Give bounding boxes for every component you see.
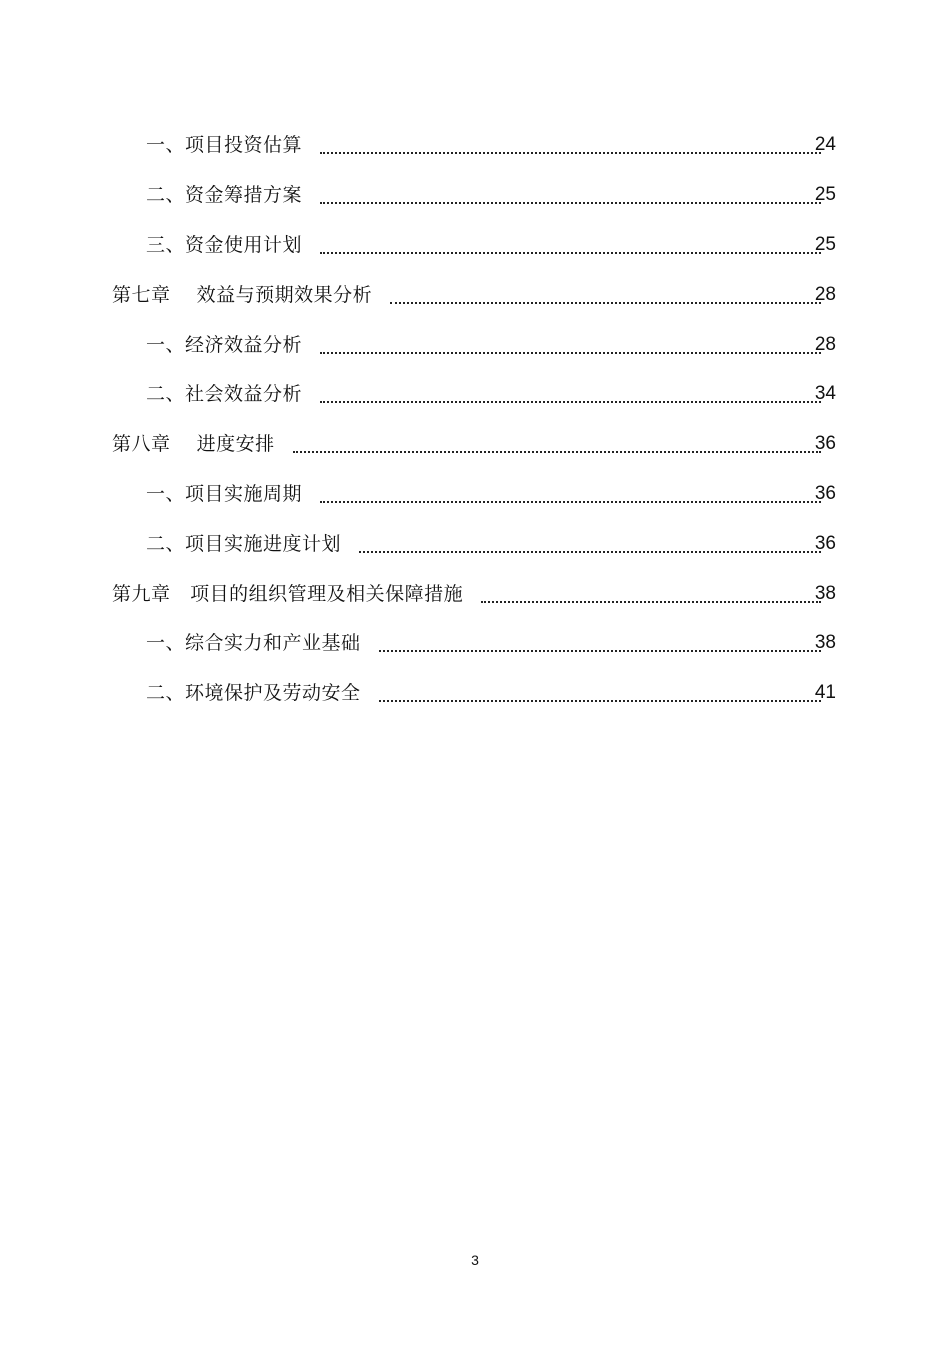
- toc-entry[interactable]: [146, 476, 836, 506]
- toc-entry[interactable]: [146, 127, 836, 157]
- toc-entry-title: 一、项目投资估算: [146, 134, 303, 156]
- toc-entry-page: 38: [814, 583, 836, 604]
- toc-entry-page: 28: [814, 334, 836, 355]
- toc-entry-page: 36: [814, 433, 836, 454]
- toc-entry-page: 41: [814, 682, 836, 703]
- toc-entry-page: 28: [814, 284, 836, 305]
- toc-entry-page: 34: [814, 383, 836, 404]
- toc-entry[interactable]: [146, 675, 836, 705]
- toc-entry[interactable]: [146, 376, 836, 406]
- toc-entry[interactable]: [146, 327, 836, 357]
- toc-entry-title: 二、项目实施进度计划: [146, 533, 342, 555]
- toc-entry-title: 第九章 项目的组织管理及相关保障措施: [112, 583, 464, 605]
- dot-leader: [359, 531, 821, 553]
- toc-chapter-entry[interactable]: [112, 576, 836, 606]
- dot-leader: [320, 232, 821, 254]
- toc-entry-title: 第八章 进度安排: [112, 433, 275, 455]
- dot-leader: [320, 332, 821, 354]
- dot-leader: [390, 282, 821, 304]
- toc-chapter-entry[interactable]: [112, 426, 836, 456]
- toc-entry-page: 36: [814, 533, 836, 554]
- toc-entry-title: 一、经济效益分析: [146, 334, 303, 356]
- dot-leader: [320, 381, 821, 403]
- toc-entry-title: 一、项目实施周期: [146, 483, 303, 505]
- toc-entry-title: 三、资金使用计划: [146, 234, 303, 256]
- dot-leader: [320, 481, 821, 503]
- toc-entry[interactable]: [146, 227, 836, 257]
- toc-entry-title: 第七章 效益与预期效果分析: [112, 284, 373, 306]
- toc-entry-title: 二、环境保护及劳动安全: [146, 682, 361, 704]
- page-number: 3: [471, 1252, 479, 1268]
- dot-leader: [293, 431, 821, 453]
- toc-chapter-entry[interactable]: [112, 277, 836, 307]
- toc-entry[interactable]: [146, 625, 836, 655]
- toc-entry-page: 25: [814, 234, 836, 255]
- dot-leader: [379, 680, 821, 702]
- toc-entry[interactable]: [146, 526, 836, 556]
- toc-entry-page: 24: [814, 134, 836, 155]
- toc-entry-page: 38: [814, 632, 836, 653]
- dot-leader: [320, 182, 821, 204]
- toc-entry[interactable]: [146, 177, 836, 207]
- toc-entry-title: 一、综合实力和产业基础: [146, 632, 361, 654]
- dot-leader: [379, 630, 821, 652]
- toc-entry-title: 二、资金筹措方案: [146, 184, 303, 206]
- toc-entry-title: 二、社会效益分析: [146, 383, 303, 405]
- dot-leader: [320, 132, 821, 154]
- dot-leader: [481, 581, 821, 603]
- toc-entry-page: 25: [814, 184, 836, 205]
- toc-entry-page: 36: [814, 483, 836, 504]
